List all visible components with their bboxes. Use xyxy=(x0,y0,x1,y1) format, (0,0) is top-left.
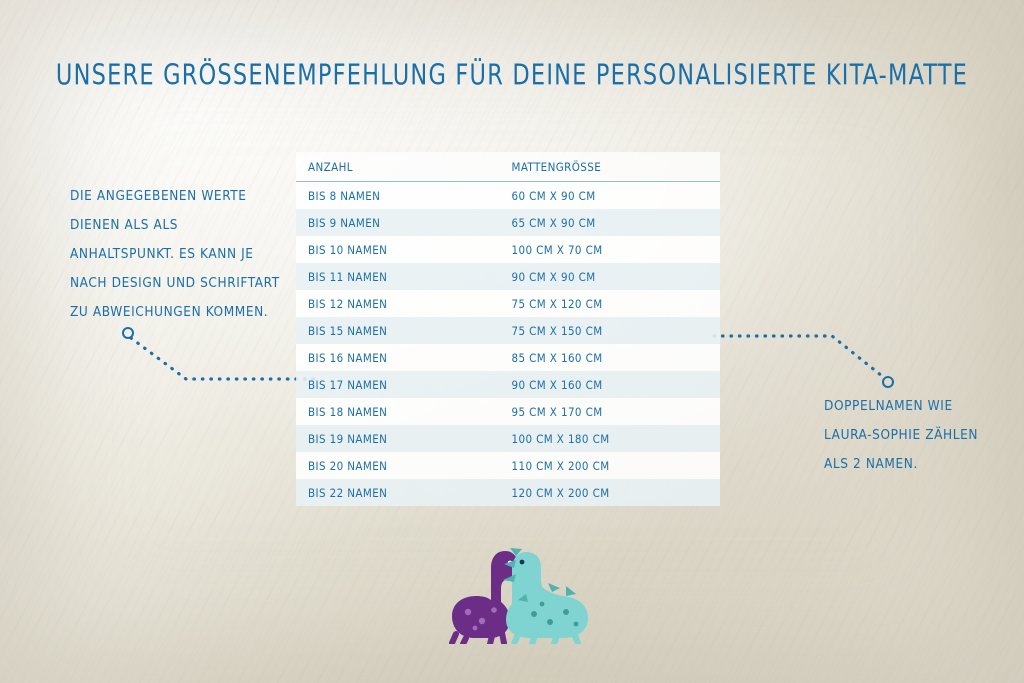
size-table-head xyxy=(296,152,720,182)
cell-mat-size: 60 CM X 90 CM xyxy=(511,189,596,203)
cell-name-count: BIS 19 NAMEN xyxy=(308,432,388,446)
table-row xyxy=(296,182,720,210)
table-row xyxy=(296,236,720,263)
cell-mat-size: 100 CM X 180 CM xyxy=(511,432,610,446)
cell-mat-size: 85 CM X 160 CM xyxy=(511,351,603,365)
cell-mat-size: 90 CM X 160 CM xyxy=(511,378,603,392)
cell-name-count: BIS 22 NAMEN xyxy=(308,486,388,500)
size-table-card xyxy=(296,152,720,506)
table-row xyxy=(296,398,720,425)
cell-mat-size: 75 CM X 120 CM xyxy=(511,297,603,311)
cell-mat-size: 100 CM X 70 CM xyxy=(511,243,603,257)
note-right: DOPPELNAMEN WIE LAURA-SOPHIE ZÄHLEN ALS 2 NAMEN. xyxy=(824,398,979,472)
note-left: DIE ANGEGEBENEN WERTE DIENEN ALS ALS ANHALTSPUNKT. ES KANN JE NACH DESIGN UND SCHRIFTART ZU ABWEICHUNGEN KOMMEN. xyxy=(70,188,280,320)
cell-name-count: BIS 17 NAMEN xyxy=(308,378,388,392)
cell-mat-size: 90 CM X 90 CM xyxy=(511,270,596,284)
size-table xyxy=(296,152,720,506)
cell-mat-size: 75 CM X 150 CM xyxy=(511,324,603,338)
page-title: UNSERE GRÖSSENEMPFEHLUNG FÜR DEINE PERSONALISIERTE KITA-MATTE xyxy=(55,57,969,92)
table-row xyxy=(296,425,720,452)
table-row xyxy=(296,344,720,371)
dino-teal-icon xyxy=(503,548,588,644)
cell-name-count: BIS 18 NAMEN xyxy=(308,405,388,419)
cell-mat-size: 95 CM X 170 CM xyxy=(511,405,603,419)
cell-mat-size: 65 CM X 90 CM xyxy=(511,216,596,230)
table-header-row xyxy=(296,152,720,182)
cell-name-count: BIS 15 NAMEN xyxy=(308,324,388,338)
table-row xyxy=(296,371,720,398)
table-row xyxy=(296,209,720,236)
cell-name-count: BIS 11 NAMEN xyxy=(308,270,388,284)
cell-name-count: BIS 20 NAMEN xyxy=(308,459,388,473)
cell-name-count: BIS 16 NAMEN xyxy=(308,351,388,365)
table-row xyxy=(296,452,720,479)
cell-name-count: BIS 8 NAMEN xyxy=(308,189,381,203)
connector-line-right xyxy=(712,322,912,402)
cell-name-count: BIS 12 NAMEN xyxy=(308,297,388,311)
connector-line-left xyxy=(120,325,320,395)
size-table-body xyxy=(296,182,720,507)
cell-name-count: BIS 10 NAMEN xyxy=(308,243,388,257)
table-row xyxy=(296,317,720,344)
table-row xyxy=(296,290,720,317)
table-row xyxy=(296,263,720,290)
column-header-size: MATTENGRÖSSE xyxy=(500,152,720,182)
dinosaur-illustration xyxy=(430,534,600,644)
table-row xyxy=(296,479,720,506)
cell-name-count: BIS 9 NAMEN xyxy=(308,216,381,230)
cell-mat-size: 110 CM X 200 CM xyxy=(511,459,610,473)
cell-mat-size: 120 CM X 200 CM xyxy=(511,486,610,500)
column-header-count: ANZAHL xyxy=(296,152,500,182)
